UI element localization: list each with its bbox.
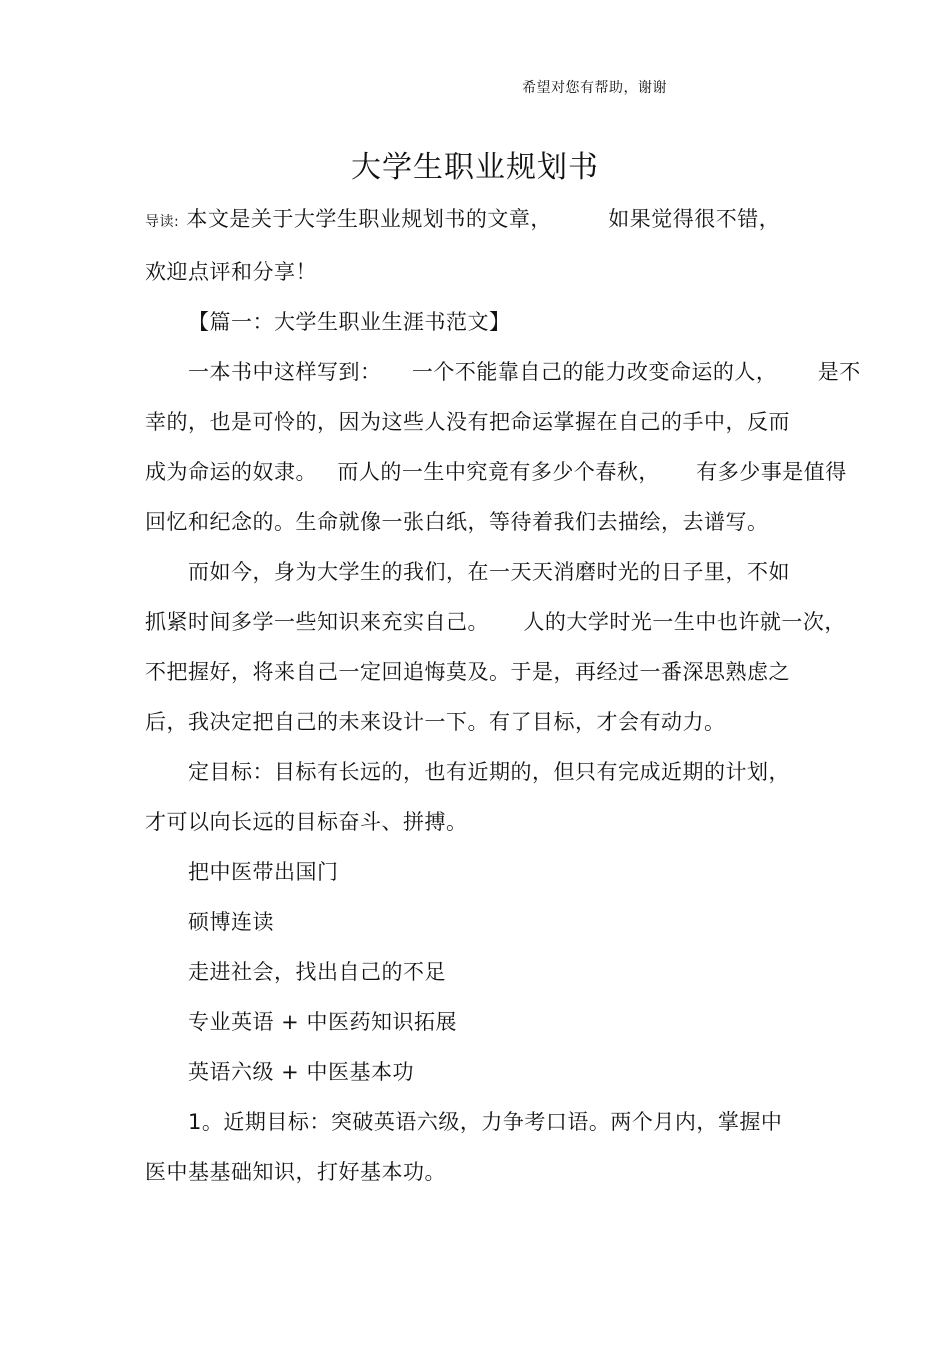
p4-line-1: 1。近期目标：突破英语六级，力争考口语。两个月内，掌握中: [188, 1110, 783, 1134]
p2-l2-b: 人的大学时光一生中也许就一次，: [523, 610, 846, 634]
p1-l3-c: 有多少事是值得: [696, 460, 847, 484]
p1-l1-b: 一个不能靠自己的能力改变命运的人，: [411, 360, 778, 384]
p1-l3-b: 而人的一生中究竟有多少个春秋，: [337, 460, 660, 484]
intro-label: 导读:: [145, 214, 180, 230]
p2-l2-a: 抓紧时间多学一些知识来充实自己。: [145, 610, 489, 634]
goal-item: 走进社会，找出自己的不足: [188, 960, 446, 984]
p2-line-3: 不把握好，将来自己一定回追悔莫及。于是，再经过一番深思熟虑之: [145, 660, 790, 684]
header-note: 希望对您有帮助，谢谢: [522, 80, 667, 96]
intro-text-a: 本文是关于大学生职业规划书的文章，: [186, 207, 552, 231]
p1-l1-c: 是不: [817, 360, 861, 384]
page-title: 大学生职业规划书: [351, 150, 599, 185]
p1-line-2: 幸的，也是可怜的，因为这些人没有把命运掌握在自己的手中，反而: [145, 410, 790, 434]
intro-line-2: 欢迎点评和分享！: [145, 260, 317, 284]
goal-item: 英语六级 + 中医基本功: [188, 1060, 414, 1084]
p1-line-1: [188, 356, 861, 386]
p2-line-4: 后，我决定把自己的未来设计一下。有了目标，才会有动力。: [145, 710, 726, 734]
p2-line-1: 而如今，身为大学生的我们，在一天天消磨时光的日子里，不如: [188, 560, 790, 584]
goal-item: 专业英语 + 中医药知识拓展: [188, 1010, 457, 1034]
section-heading: 【篇一：大学生职业生涯书范文】: [188, 310, 511, 334]
p1-l3-a: 成为命运的奴隶。: [145, 460, 317, 484]
p4-line-2: 医中基基础知识，打好基本功。: [145, 1160, 446, 1184]
p1-line-4: 回忆和纪念的。生命就像一张白纸，等待着我们去描绘，去谱写。: [145, 510, 769, 534]
goal-item: 把中医带出国门: [188, 860, 339, 884]
p2-line-2: [145, 606, 846, 636]
p3-line-2: 才可以向长远的目标奋斗、拼搏。: [145, 810, 468, 834]
intro-text-b: 如果觉得很不错，: [608, 207, 781, 231]
p1-l1-a: 一本书中这样写到：: [188, 360, 382, 384]
p3-line-1: 定目标：目标有长远的，也有近期的，但只有完成近期的计划，: [188, 760, 790, 784]
goal-item: 硕博连读: [188, 910, 274, 934]
p1-line-3: [145, 456, 847, 486]
intro-line-1: [145, 203, 780, 233]
